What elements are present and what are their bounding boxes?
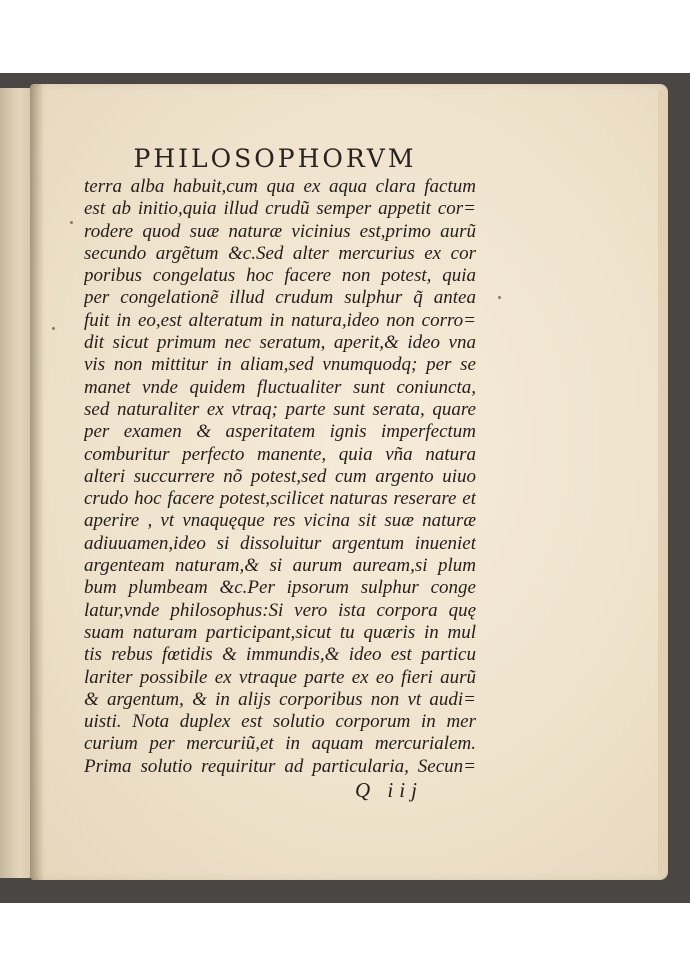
running-head: PHILOSOPHORVM [133,144,417,173]
text-line: rodere quod suæ naturæ vicinius est,primo aurũ [84,220,476,242]
text-line: adiuuamen,ideo si dissoluitur argentum inueniet [84,532,476,554]
text-line: alteri succurrere nõ potest,sed cum argento uiuo [84,465,476,487]
paper-speck [498,296,501,299]
text-line: & argentum, & in alijs corporibus non vt audi= [84,688,476,710]
text-line: uisti. Nota duplex est solutio corporum in mer [84,711,476,733]
text-line: per examen & asperitatem ignis imperfectum [84,421,476,443]
text-line: Prima solutio requiritur ad particularia, Secun= [84,755,476,777]
text-line: terra alba habuit,cum qua ex aqua clara factum [84,176,476,197]
text-line: bum plumbeam &c.Per ipsorum sulphur conge [84,577,476,599]
text-line: est ab initio,quia illud crudũ semper appetit cor= [84,198,476,220]
paper-speck [70,221,73,224]
text-line: manet vnde quidem fluctualiter sunt coniuncta, [84,376,476,398]
text-line: secundo argẽtum &c.Sed alter mercurius ex cor [84,242,476,264]
gutter-shadow [30,84,44,880]
text-line: argenteam naturam,& si aurum auream,si plum [84,555,476,577]
text-line: latur,vnde philosophus:Si vero ista corpora quę [84,599,476,621]
text-line: comburitur perfecto manente, quia vña natura [84,443,476,465]
text-line: vis non mittitur in aliam,sed vnumquodq; per se [84,354,476,376]
facing-page-edge [0,88,32,878]
paper-speck [52,327,55,330]
text-line: per congelationẽ illud crudum sulphur q̃ antea [84,287,476,309]
text-line: crudo hoc facere potest,scilicet naturas reserare et [84,488,476,510]
text-line: curium per mercuriũ,et in aquam mercurialem. [84,733,476,755]
text-line: poribus congelatus hoc facere non potest, quia [84,265,476,287]
text-line: fuit in eo,est alteratum in natura,ideo non corro= [84,309,476,331]
body-text [84,176,476,778]
text-line: sed naturaliter ex vtraq; parte sunt serata, quare [84,398,476,420]
page-fore-edge [658,90,668,876]
signature-mark: Q iij [355,778,423,802]
text-line: dit sicut primum nec seratum, aperit,& ideo vna [84,332,476,354]
text-line: lariter possibile ex vtraque parte ex eo fieri aurũ [84,666,476,688]
text-line: aperire , vt vnaquęque res vicina sit suæ naturæ [84,510,476,532]
text-line: suam naturam participant,sicut tu quæris in mul [84,621,476,643]
text-line: tis rebus fœtidis & immundis,& ideo est particu [84,644,476,666]
